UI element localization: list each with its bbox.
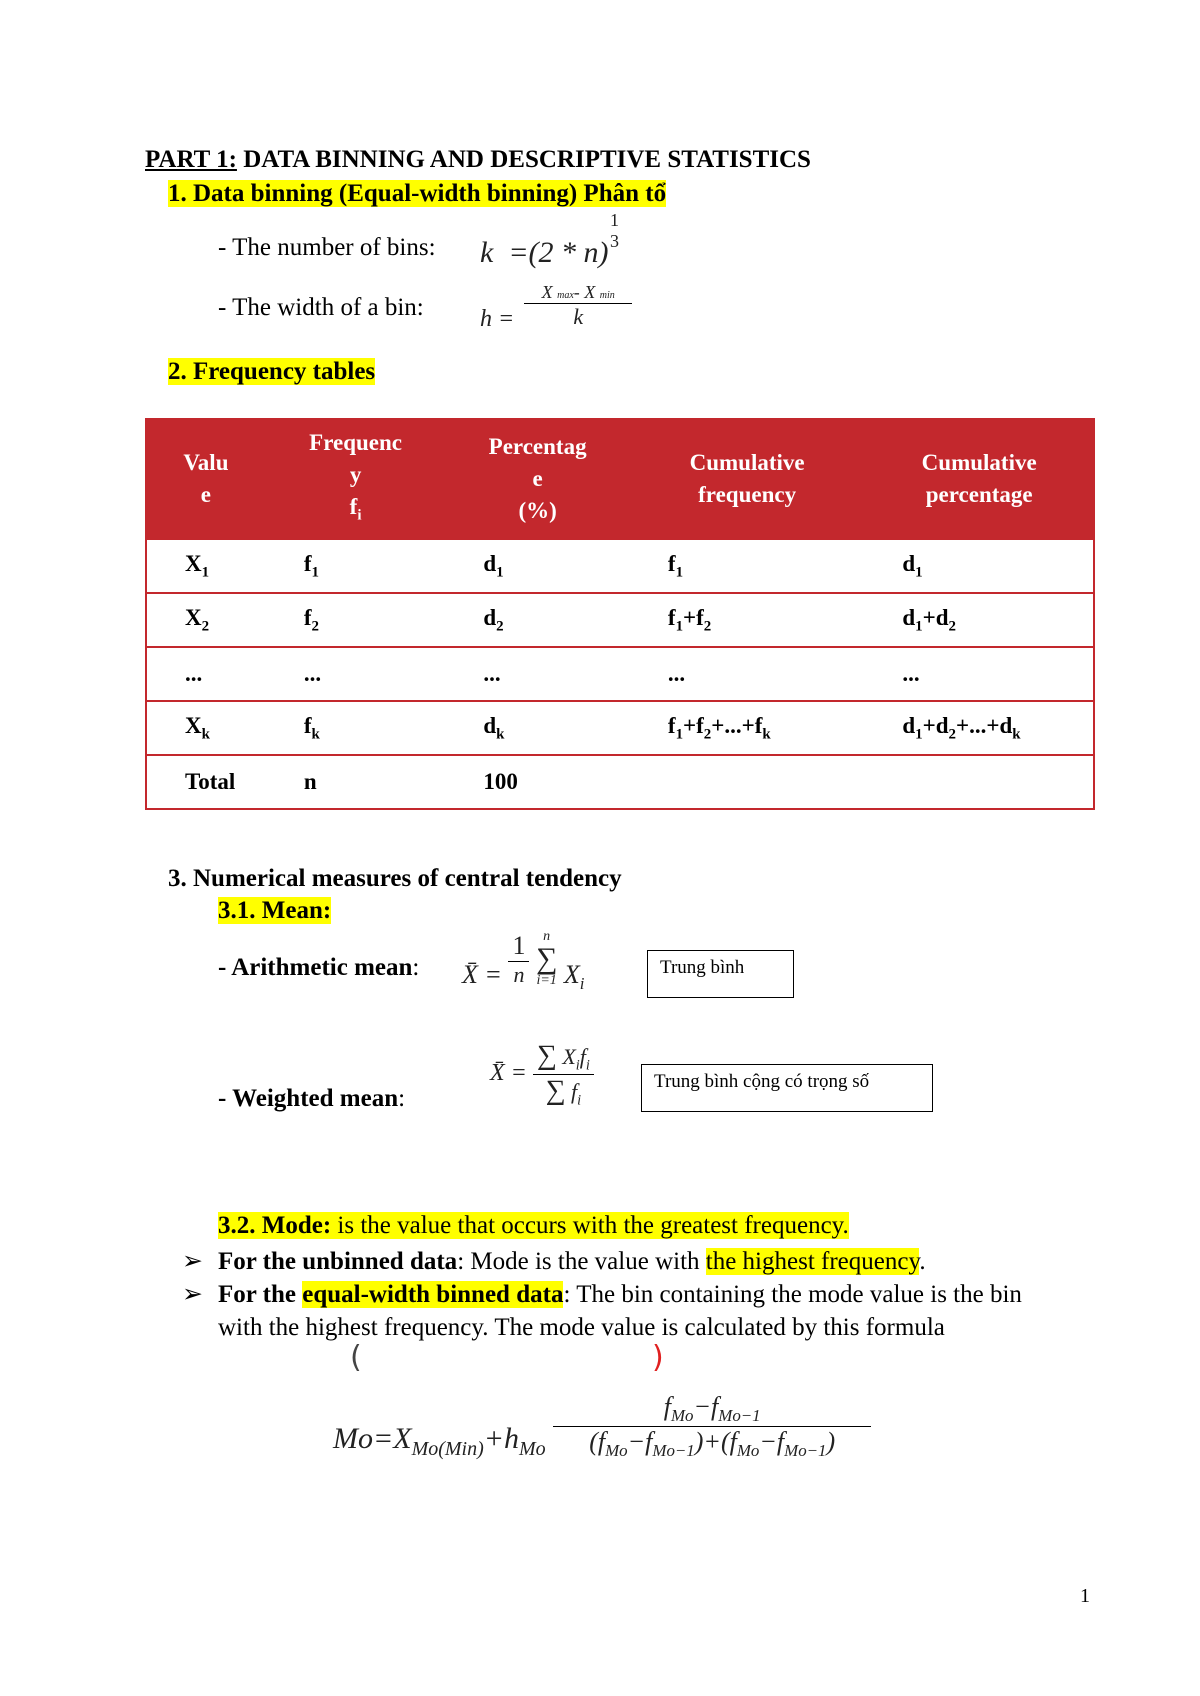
part-label: PART 1: <box>145 146 237 173</box>
paren-right: ) <box>652 1340 664 1375</box>
bins-label: The number of bins: <box>232 234 436 261</box>
arith-mean-label: Arithmetic mean <box>231 954 413 981</box>
table-header-row <box>146 419 1094 539</box>
arith-mean-formula: X̄ = $\frac{1}{n}$ n ∑ i=1 $X_i$ <box>462 929 585 994</box>
mode-definition: is the value that occurs with the greatest frequency. <box>331 1212 849 1239</box>
note-weighted-mean: Trung bình cộng có trọng số <box>641 1064 933 1112</box>
title-text: DATA BINNING AND DESCRIPTIVE STATISTICS <box>236 146 811 173</box>
section1-heading: 1. Data binning (Equal-width binning) Phân tổ <box>168 180 667 207</box>
weighted-mean-label: Weighted mean <box>232 1085 399 1112</box>
arrow-bullet-icon: ➢ <box>182 1281 203 1308</box>
width-line: - The width of a bin: <box>218 294 424 321</box>
arith-mean-line: - Arithmetic mean: <box>218 954 420 981</box>
header-value: Valu e <box>146 419 266 539</box>
table-row: ... ... ... ... ... <box>146 647 1094 701</box>
width-label: The width of a bin: <box>232 294 424 321</box>
paren-left: ( <box>350 1340 362 1375</box>
section3-heading: 3. Numerical measures of central tendency <box>168 865 622 892</box>
table-row-total: Total n 100 <box>146 755 1094 809</box>
table-row: $X_1$ $f_1$ $d_1$ $f_1$ $d_1$ <box>146 539 1094 593</box>
mode-line <box>218 1212 849 1240</box>
weighted-mean-line: - Weighted mean: <box>218 1085 406 1112</box>
bullet-unbinned: ➢ For the unbinned data: Mode is the value with the highest frequency. <box>218 1245 1068 1278</box>
arrow-bullet-icon: ➢ <box>182 1248 203 1275</box>
bins-formula: 1 3 k =(2 * n) <box>480 210 619 269</box>
section2-heading: 2. Frequency tables <box>168 358 376 385</box>
weighted-mean-formula: X̄ = $\frac{\sum X_if_i}{\sum f_i}$ <box>490 1040 594 1110</box>
note-arith-mean: Trung bình <box>647 950 794 998</box>
bullet-binned: ➢ For the equal-width binned data: The bin containing the mode value is the bin with the highest frequency. The mode value is calculated by this formula <box>218 1278 1068 1344</box>
width-formula: h = $\frac{\text{X max- X min}}{k}$ <box>480 282 632 330</box>
frequency-table <box>145 418 1095 810</box>
page-title <box>145 146 811 174</box>
table-row: $X_k$ $f_k$ $d_k$ $f_1+f_2+...+f_k$ $d_1+d_2+...+d_k$ <box>146 701 1094 755</box>
mode-heading: 3.2. Mode: <box>218 1212 332 1239</box>
header-cum-frequency: Cumulative frequency <box>630 419 864 539</box>
header-cum-percentage: Cumulative percentage <box>864 419 1094 539</box>
header-frequency: Frequenc y $f_i$ <box>266 419 446 539</box>
header-percentage: Percentag e (%) <box>445 419 630 539</box>
page-number: 1 <box>1080 1585 1090 1607</box>
mean-heading: 3.1. Mean: <box>218 897 332 924</box>
table-row: $X_2$ $f_2$ $d_2$ $f_1+f_2$ $d_1+d_2$ <box>146 593 1094 647</box>
bins-line: - The number of bins: <box>218 234 436 261</box>
mode-formula: $Mo=X_{Mo(Min)}+h_{Mo}$ $\frac{f_{Mo}-f_{Mo-1}}{(f_{Mo}-f_{Mo-1})+(f_{Mo}-f_{Mo-1})}$ <box>333 1392 871 1461</box>
